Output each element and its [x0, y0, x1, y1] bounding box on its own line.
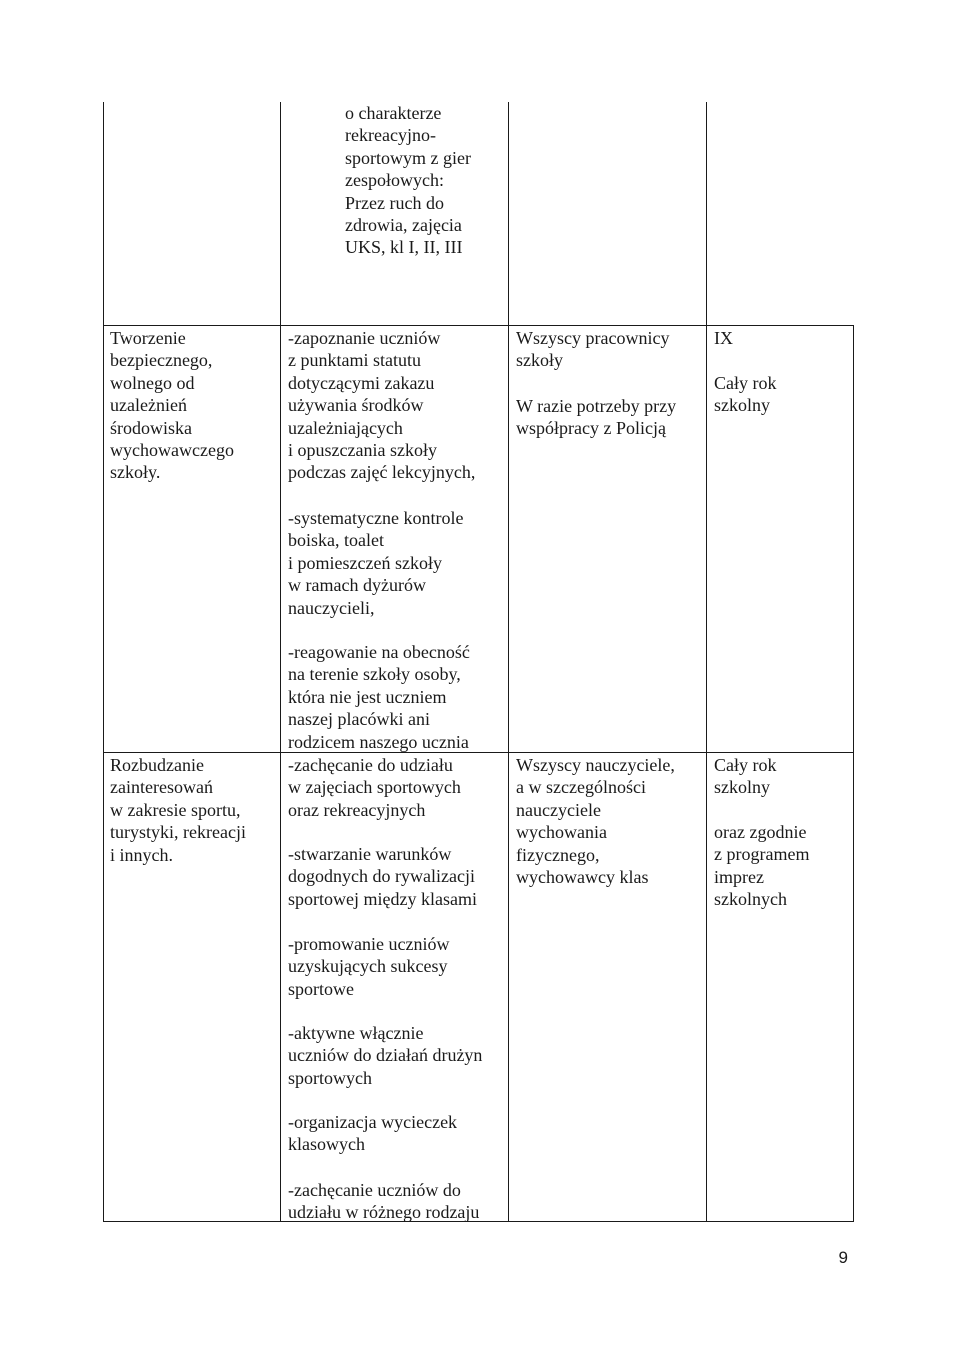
row1-task-1: -systematyczne kontrole boiska, toalet i pomieszczeń szkoły w ramach dyżurów nauczycieli, [288, 508, 464, 618]
row2-deadline-1: oraz zgodnie z programem imprez szkolnych [714, 822, 810, 910]
row0-task-0: o charakterze rekreacyjno- sportowym z gier zespołowych: Przez ruch do zdrowia, zajęcia UKS, kl I, II, III [345, 103, 471, 258]
row-divider-1 [103, 325, 854, 326]
row1-deadline-0: IX [714, 328, 733, 348]
row1-responsible-1: W razie potrzeby przy współpracy z Policją [516, 396, 677, 439]
page-number: 9 [838, 1248, 848, 1267]
column-divider-2 [508, 102, 509, 1222]
row1-responsible-0: Wszyscy pracownicy szkoły [516, 328, 670, 371]
row2-deadline-0: Cały rok szkolny [714, 755, 777, 798]
row2-task-3: -aktywne włącznie uczniów do działań drużyn sportowych [288, 1023, 483, 1088]
row-divider-2 [103, 752, 854, 753]
row1-task-0: -zapoznanie uczniów z punktami statutu dotyczącymi zakazu używania środków uzależniających i opuszczania szkoły podczas zajęć lekcyjnych, [288, 328, 476, 483]
row2-task-2: -promowanie uczniów uzyskujących sukcesy sportowe [288, 934, 450, 999]
row1-deadline-1: Cały rok szkolny [714, 373, 777, 416]
row2-task-4: -organizacja wycieczek klasowych [288, 1112, 458, 1155]
row1-task-2: -reagowanie na obecność na terenie szkoły osoby, która nie jest uczniem naszej placówki ani rodzicem naszego ucznia [288, 642, 470, 752]
row2-task-5: -zachęcanie uczniów do udziału w różnego rodzaju [288, 1180, 480, 1223]
row1-area: Tworzenie bezpiecznego, wolnego od uzależnień środowiska wychowawczego szkoły. [110, 328, 234, 483]
row2-responsible-0: Wszyscy nauczyciele, a w szczególności nauczyciele wychowania fizycznego, wychowawcy klas [516, 755, 675, 888]
row2-area: Rozbudzanie zainteresowań w zakresie sportu, turystyki, rekreacji i innych. [110, 755, 246, 865]
table-left-border [103, 102, 104, 1222]
table-right-border [853, 325, 854, 1222]
row2-task-1: -stwarzanie warunków dogodnych do rywalizacji sportowej między klasami [288, 844, 477, 909]
column-divider-1 [280, 102, 281, 1222]
row2-task-0: -zachęcanie do udziału w zajęciach sportowych oraz rekreacyjnych [288, 755, 461, 820]
column-divider-3 [706, 102, 707, 1222]
